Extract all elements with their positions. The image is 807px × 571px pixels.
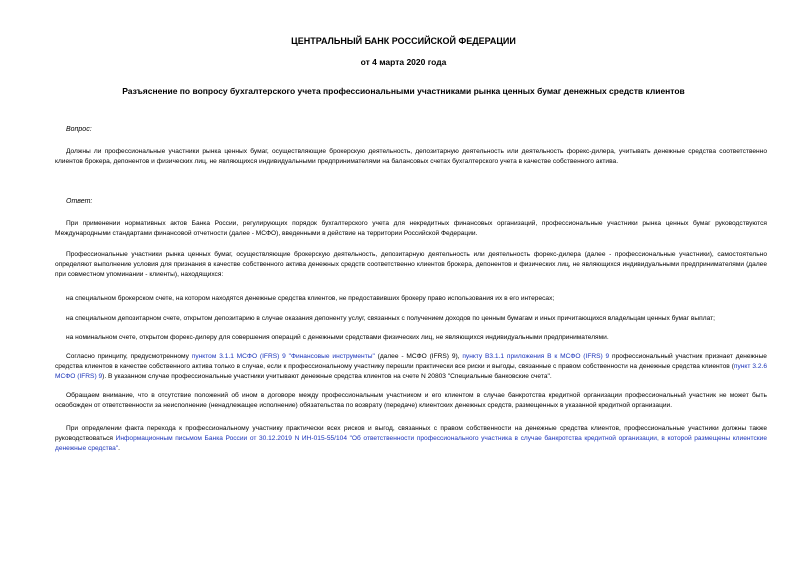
answer-label: Ответ: xyxy=(66,198,93,205)
document-date: от 4 марта 2020 года xyxy=(360,57,447,67)
paragraph-text: (далее - МСФО (IFRS) 9), xyxy=(374,353,463,360)
paragraph-text: При определении факта перехода к профессиональному участнику практически всех рисков и выгод, связанных с правом собственности на денежные средства клиентов, профессиональные участники должны также руководствоваться xyxy=(55,425,767,443)
account-item-brokerage: на специальном брокерском счете, на котором находятся денежные средства клиентов, не предоставивших брокеру право использования их в его интересах; xyxy=(66,295,555,302)
answer-paragraph-5 xyxy=(55,424,767,455)
answer-paragraph-3 xyxy=(55,352,767,383)
link-ifrs9-3-2-6[interactable]: пункт 3.2.6 МСФО (IFRS) 9 xyxy=(55,363,767,381)
answer-paragraph-1: При применении нормативных актов Банка России, регулирующих порядок бухгалтерского учета для некредитных финансовых организаций, профессиональные участники рынка ценных бумаг руководствуются Международными стандартами финансовой отчетности (далее - МСФО), введенными в действие на территории Российской Федерации. xyxy=(55,220,767,238)
document-title: Разъяснение по вопросу бухгалтерского учета профессиональными участниками рынка ценных бумаг денежных средств клиентов xyxy=(122,86,685,96)
paragraph-text: ). В указанном случае профессиональные участники учитывают денежные средства клиентов на счете N 20803 "Специальные банковские счета". xyxy=(102,373,552,381)
issuing-organization: ЦЕНТРАЛЬНЫЙ БАНК РОССИЙСКОЙ ФЕДЕРАЦИИ xyxy=(291,36,516,46)
paragraph-text: Согласно принципу, предусмотренному xyxy=(66,353,192,360)
link-ifrs9-3-1-1[interactable]: пунктом 3.1.1 МСФО (IFRS) 9 "Финансовые инструменты" xyxy=(191,353,375,360)
answer-paragraph-2: Профессиональные участники рынка ценных бумаг, осуществляющие брокерскую деятельность, депозитарную деятельность или деятельность форекс-дилера (далее - профессиональные участники), самостоятельно определяют выполнение условия для признания в качестве собственного актива денежных средств соответственно клиентов брокера, депонентов и физических лиц, не являющихся индивидуальными предпринимателями (далее при совместном упоминании - клиенты), находящихся: xyxy=(55,251,767,279)
link-information-letter[interactable]: Информационным письмом Банка России от 30.12.2019 N ИН-015-55/104 "Об ответственности профессионального участника в случае банкротства кредитной организации, в которой размещены клиентские денежные средства" xyxy=(55,435,767,453)
answer-paragraph-4: Обращаем внимание, что в отсутствие положений об ином в договоре между профессиональным участником и его клиентом в случае банкротства кредитной организации профессиональный участник не может быть освобожден от ответственности за неисполнение (ненадлежащее исполнение) обязательства по возврату (передаче) клиентских денежных средств, размещенных в указанной кредитной организации. xyxy=(55,392,767,410)
paragraph-text: . xyxy=(118,445,120,453)
account-item-nominal: на номинальном счете, открытом форекс-дилеру для совершения операций с денежными средствами физических лиц, не являющихся индивидуальными предпринимателями. xyxy=(66,334,609,341)
question-label: Вопрос: xyxy=(66,126,92,133)
question-text: Должны ли профессиональные участники рынка ценных бумаг, осуществляющие брокерскую деятельность, депозитарную деятельность или деятельность форекс-дилера, учитывать денежные средства соответственно клиентов брокера, депонентов и физических лиц, не являющихся индивидуальными предпринимателями на балансовых счетах бухгалтерского учета в качестве собственного актива. xyxy=(55,148,767,166)
paragraph-text: профессиональный участник признает денежные средства клиентов в качестве собственного актива только в случае, если к профессиональному участнику перешли практически все риски и выгоды, связанные с правом собственности на денежные средства клиентов ( xyxy=(55,353,767,371)
account-item-depository: на специальном депозитарном счете, открытом депозитарию в случае оказания депоненту услуг, связанных с получением доходов по ценным бумагам и иных причитающихся владельцам ценных бумаг выплат; xyxy=(66,315,715,322)
link-ifrs9-appendix-b[interactable]: пункту В3.1.1 приложения В к МСФО (IFRS) 9 xyxy=(462,353,610,360)
